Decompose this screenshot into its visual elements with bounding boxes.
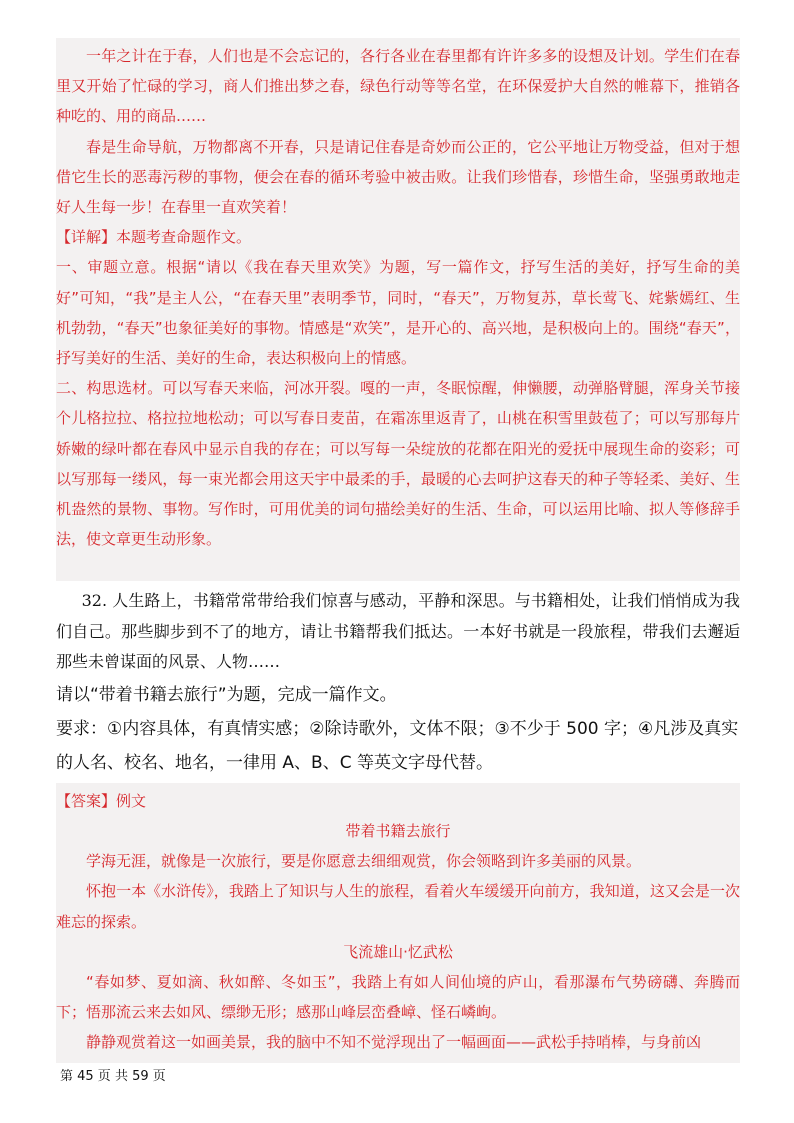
- detail-point-1: 一、审题立意。根据“请以《我在春天里欢笑》为题，写一篇作文，抒写生活的美好，抒写生命的美好”可知，“我”是主人公，“在春天里”表明季节，同时，“春天”，万物复苏，草长莺飞、姹紫嫣红、生机勃勃，“春天”也象征美好的事物。情感是“欢笑”，是开心的、高兴地，是积极向上的。围绕“春天”，抒写美好的生活、美好的生命，表达积极向上的情感。: [56, 258, 740, 368]
- answer-line: [56, 786, 740, 816]
- essay-paragraph-3: “春如梦、夏如滴、秋如醉、冬如玉”，我踏上有如人间仙境的庐山，看那瀑布气势磅礴、奔腾而下；悟那流云来去如风、缥缈无形；感那山峰层峦叠嶂、怪石嶙峋。: [56, 973, 740, 1022]
- detail-tag: 【详解】: [56, 228, 117, 247]
- answer-paragraph-1: 一年之计在于春，人们也是不会忘记的，各行各业在春里都有许许多多的设想及计划。学生们在春里又开始了忙碌的学习，商人们推出梦之春，绿色行动等等名堂，在环保爱护大自然的帷幕下，推销各种吃的、用的商品……: [56, 47, 740, 126]
- essay-paragraph-2: 怀抱一本《水浒传》，我踏上了知识与人生的旅程，看着火车缓缓开向前方，我知道，这又会是一次难忘的探索。: [56, 882, 740, 931]
- essay-title: 带着书籍去旅行: [345, 822, 451, 840]
- essay-block: [56, 786, 740, 1058]
- question-number: 32.: [81, 591, 108, 610]
- question-prompt: 请以“带着书籍去旅行”为题，完成一篇作文。: [56, 684, 397, 705]
- detail-line: [56, 222, 740, 252]
- detail-text: 本题考查命题作文。: [116, 228, 252, 247]
- question-body: 人生路上，书籍常常带给我们惊喜与感动，平静和深思。与书籍相处，让我们悄悄成为我们自己。那些脚步到不了的地方，请让书籍帮我们抵达。一本好书就是一段旅程，带我们去邂逅那些未曾谋面的风景、人物……: [56, 591, 740, 671]
- question-requirement: 要求：①内容具体，有真情实感；②除诗歌外，文体不限；③不少于 500 字；④凡涉及真实的人名、校名、地名，一律用 A、B、C 等英文字母代替。: [56, 718, 739, 773]
- question-text: [56, 586, 740, 678]
- question-32: [56, 586, 740, 780]
- answer-tag: 【答案】: [56, 792, 117, 810]
- detail-point-2: 二、构思选材。可以写春天来临，河冰开裂。嘎的一声，冬眠惊醒，伸懒腰，动弹胳臂腿，浑身关节接个儿格拉拉、格拉拉地松动；可以写春日麦苗，在霜冻里返青了，山桃在积雪里鼓苞了；可以写那每片娇嫩的绿叶都在春风中显示自我的存在；可以写每一朵绽放的花都在阳光的爱抚中展现生命的姿彩；可以写那每一缕风，每一束光都会用这天宇中最柔的手，最暖的心去呵护这春天的种子等轻柔、美好、生机盎然的景物、事物。写作时，可用优美的词句描绘美好的生活、生命，可以运用比喻、拟人等修辞手法，使文章更生动形象。: [56, 379, 740, 549]
- essay-paragraph-4: 静静观赏着这一如画美景，我的脑中不知不觉浮现出了一幅画面——武松手持哨棒，与身前凶: [86, 1033, 702, 1052]
- essay-subtitle: 飞流雄山·忆武松: [343, 942, 453, 961]
- essay-paragraph-1: 学海无涯，就像是一次旅行，要是你愿意去细细观赏，你会领略到许多美丽的风景。: [86, 852, 642, 871]
- page-footer: 第 45 页 共 59 页: [60, 1069, 166, 1084]
- answer-block: [56, 41, 740, 554]
- answer-label: 例文: [116, 792, 147, 810]
- answer-paragraph-2: 春是生命导航，万物都离不开春，只是请记住春是奇妙而公正的，它公平地让万物受益，但对于想借它生长的恶毒污秽的事物，便会在春的循环考验中被击败。让我们珍惜春，珍惜生命，坚强勇敢地走好人生每一步！在春里一直欢笑着！: [56, 137, 740, 217]
